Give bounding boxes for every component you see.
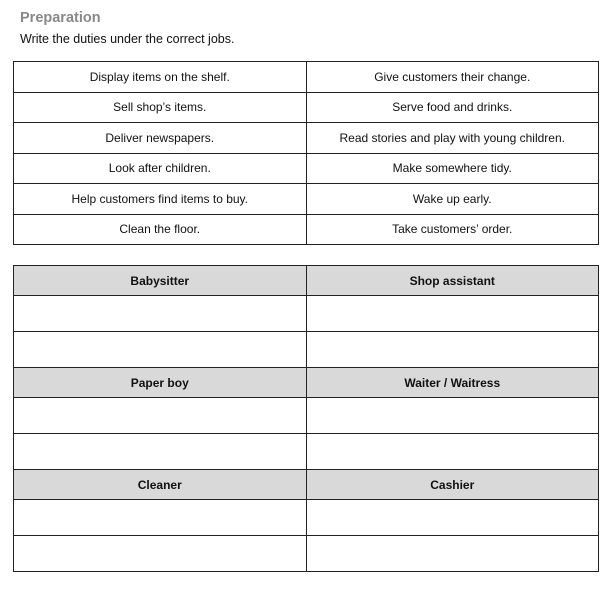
duty-cell: Sell shop’s items.	[14, 92, 307, 123]
answer-cell[interactable]	[306, 398, 599, 434]
answer-cell[interactable]	[306, 296, 599, 332]
answer-cell[interactable]	[14, 332, 307, 368]
duty-cell: Clean the floor.	[14, 214, 307, 245]
section-title: Preparation	[20, 10, 101, 26]
job-heading: Cashier	[306, 470, 599, 500]
answer-cell[interactable]	[306, 500, 599, 536]
duty-cell: Help customers find items to buy.	[14, 184, 307, 215]
duty-cell: Display items on the shelf.	[14, 62, 307, 93]
duty-row	[14, 214, 599, 245]
answer-row	[14, 500, 599, 536]
job-heading: Paper boy	[14, 368, 307, 398]
duty-row	[14, 184, 599, 215]
answer-cell[interactable]	[14, 536, 307, 572]
duty-cell: Give customers their change.	[306, 62, 599, 93]
duty-row	[14, 92, 599, 123]
job-header-row	[14, 368, 599, 398]
job-heading: Cleaner	[14, 470, 307, 500]
answer-cell[interactable]	[306, 536, 599, 572]
duty-cell: Serve food and drinks.	[306, 92, 599, 123]
answer-cell[interactable]	[14, 434, 307, 470]
answer-cell[interactable]	[14, 398, 307, 434]
answer-cell[interactable]	[14, 500, 307, 536]
job-header-row	[14, 470, 599, 500]
answer-row	[14, 398, 599, 434]
duty-row	[14, 123, 599, 154]
answer-row	[14, 536, 599, 572]
duty-row	[14, 62, 599, 93]
duties-table	[13, 61, 599, 245]
job-heading: Shop assistant	[306, 266, 599, 296]
answer-cell[interactable]	[306, 332, 599, 368]
answer-cell[interactable]	[306, 434, 599, 470]
answer-row	[14, 332, 599, 368]
answer-cell[interactable]	[14, 296, 307, 332]
job-header-row	[14, 266, 599, 296]
duty-cell: Look after children.	[14, 153, 307, 184]
duty-cell: Make somewhere tidy.	[306, 153, 599, 184]
duty-cell: Wake up early.	[306, 184, 599, 215]
duty-cell: Deliver newspapers.	[14, 123, 307, 154]
job-heading: Waiter / Waitress	[306, 368, 599, 398]
duty-cell: Read stories and play with young children.	[306, 123, 599, 154]
duty-row	[14, 153, 599, 184]
answer-row	[14, 296, 599, 332]
answer-row	[14, 434, 599, 470]
instruction-text: Write the duties under the correct jobs.	[20, 32, 235, 46]
job-heading: Babysitter	[14, 266, 307, 296]
duty-cell: Take customers’ order.	[306, 214, 599, 245]
jobs-table	[13, 265, 599, 572]
